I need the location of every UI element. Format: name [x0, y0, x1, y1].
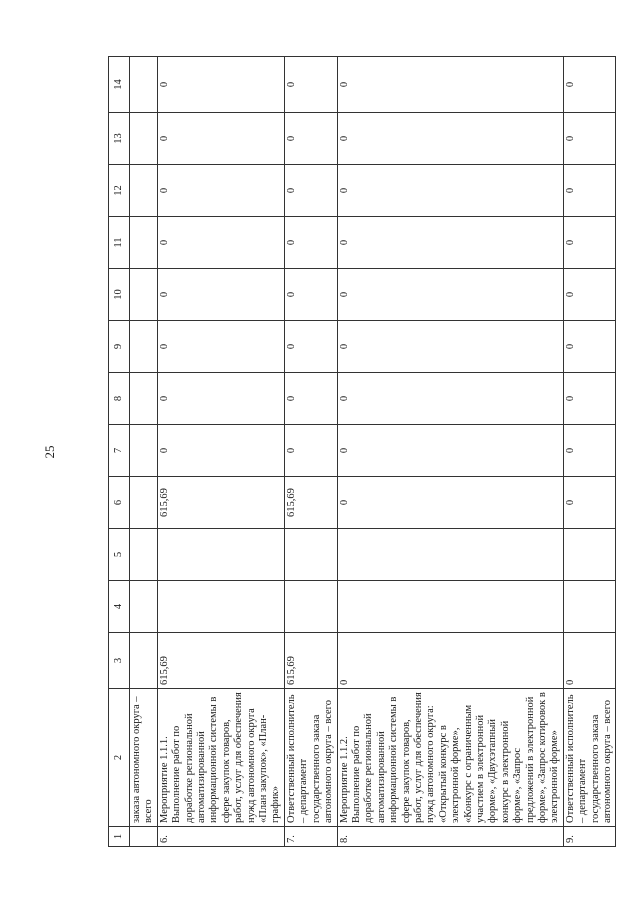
cell-value — [130, 321, 158, 373]
cell-value: 0 — [157, 373, 284, 425]
cell-value: 0 — [563, 269, 616, 321]
cell-value — [130, 113, 158, 165]
cell-value: 0 — [563, 633, 616, 689]
cell-value: 0 — [284, 269, 337, 321]
cell-value — [130, 581, 158, 633]
cell-value: 0 — [337, 633, 563, 689]
cell-value — [130, 269, 158, 321]
cell-value — [284, 581, 337, 633]
cell-value: 0 — [563, 321, 616, 373]
cell-value — [284, 529, 337, 581]
col-header: 9 — [109, 321, 130, 373]
col-header: 8 — [109, 373, 130, 425]
cell-value — [130, 165, 158, 217]
cell-value: 0 — [337, 57, 563, 113]
row-text: заказа автономного округа – всего — [130, 689, 158, 827]
col-header: 2 — [109, 689, 130, 827]
cell-value: 0 — [563, 57, 616, 113]
cell-value: 0 — [563, 217, 616, 269]
col-header: 13 — [109, 113, 130, 165]
cell-value — [563, 581, 616, 633]
col-header: 3 — [109, 633, 130, 689]
cell-value: 0 — [337, 373, 563, 425]
row-number: 8. — [337, 827, 563, 847]
cell-value: 615,69 — [157, 477, 284, 529]
table-row — [337, 57, 563, 847]
cell-value: 0 — [337, 477, 563, 529]
col-header: 6 — [109, 477, 130, 529]
col-header: 7 — [109, 425, 130, 477]
cell-value: 0 — [337, 269, 563, 321]
cell-value: 0 — [563, 425, 616, 477]
cell-value — [130, 217, 158, 269]
row-text: Ответственный исполнитель – департамент государственного заказа автономного округа – всего — [563, 689, 616, 827]
cell-value — [337, 581, 563, 633]
col-header: 1 — [109, 827, 130, 847]
cell-value: 0 — [157, 425, 284, 477]
col-header: 5 — [109, 529, 130, 581]
cell-value: 0 — [284, 165, 337, 217]
row-text: Мероприятие 1.1.1. Выполнение работ по доработке региональной автоматизированной информационной системы в сфере закупок товаров, работ, услуг для обеспечения нужд автономного округа «План закупок», «План-график» — [157, 689, 284, 827]
cell-value: 0 — [157, 57, 284, 113]
cell-value: 0 — [157, 113, 284, 165]
header-row — [109, 57, 130, 847]
col-header: 4 — [109, 581, 130, 633]
col-header: 14 — [109, 57, 130, 113]
cell-value: 0 — [337, 425, 563, 477]
cell-value — [157, 529, 284, 581]
cell-value: 0 — [157, 321, 284, 373]
cell-value — [130, 425, 158, 477]
cell-value: 0 — [337, 113, 563, 165]
cell-value — [130, 373, 158, 425]
cell-value — [563, 529, 616, 581]
cell-value: 0 — [157, 269, 284, 321]
cell-value: 0 — [284, 217, 337, 269]
col-header: 10 — [109, 269, 130, 321]
cell-value — [337, 529, 563, 581]
row-number: 7. — [284, 827, 337, 847]
table-row — [157, 57, 284, 847]
col-header: 12 — [109, 165, 130, 217]
col-header: 11 — [109, 217, 130, 269]
cell-value: 0 — [284, 321, 337, 373]
cell-value: 615,69 — [157, 633, 284, 689]
rotated-table-container — [108, 57, 614, 847]
cell-value: 615,69 — [284, 477, 337, 529]
cell-value — [130, 633, 158, 689]
cell-value — [130, 477, 158, 529]
cell-value — [157, 581, 284, 633]
table-row — [284, 57, 337, 847]
cell-value: 0 — [337, 165, 563, 217]
cell-value: 0 — [157, 165, 284, 217]
cell-value: 0 — [157, 217, 284, 269]
row-text: Ответственный исполнитель – департамент государственного заказа автономного округа – всего — [284, 689, 337, 827]
page-number: 25 — [42, 445, 57, 459]
cell-value: 615,69 — [284, 633, 337, 689]
cell-value: 0 — [337, 217, 563, 269]
cell-value: 0 — [337, 321, 563, 373]
table-row — [130, 57, 158, 847]
cell-value — [130, 529, 158, 581]
cell-value: 0 — [284, 373, 337, 425]
row-number: 9. — [563, 827, 616, 847]
cell-value: 0 — [563, 477, 616, 529]
row-text: Мероприятие 1.1.2. Выполнение работ по доработке региональной автоматизированной информационной системы в сфере закупок товаров, работ, услуг для обеспечения нужд автономного округа: «Открытый конкурс в электронной форме», «Конкурс с ограниченным участием в электронной форме», «Двухэтапный конкурс в электронной форме», «Запрос предложений в электронной форме», «Запрос котировок в электронной форме» — [337, 689, 563, 827]
cell-value: 0 — [284, 57, 337, 113]
cell-value — [130, 57, 158, 113]
row-number: 6. — [157, 827, 284, 847]
cell-value: 0 — [563, 373, 616, 425]
row-number — [130, 827, 158, 847]
cell-value: 0 — [284, 425, 337, 477]
table-row — [563, 57, 616, 847]
cell-value: 0 — [284, 113, 337, 165]
budget-table — [108, 56, 616, 847]
cell-value: 0 — [563, 165, 616, 217]
cell-value: 0 — [563, 113, 616, 165]
